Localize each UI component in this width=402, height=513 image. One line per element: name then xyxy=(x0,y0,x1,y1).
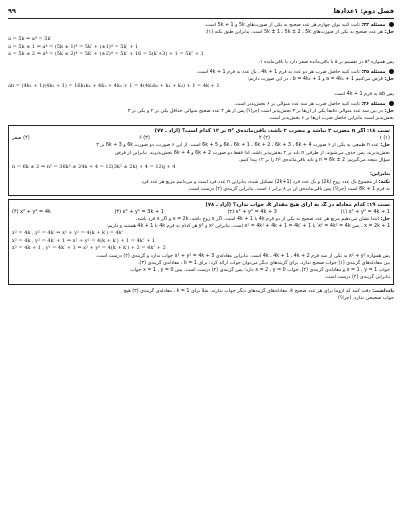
note-text: از مجموع یک عدد زوج (2k) و یک عدد فرد (2k+1) تشکیل شده، بنابراین n عدد فرد است و می‌دانیم مربع هر عدد فرد xyxy=(141,179,378,185)
test-18-question xyxy=(12,128,390,135)
solution-label: حل: xyxy=(384,109,394,115)
footer-note-label: یادداشت: xyxy=(372,288,394,294)
footer-note xyxy=(8,288,394,295)
conclusion-line: پس همواره x² + y² به یکی از سه فرم 4k ، 4k + 1 ، 4k + 2 است. بنابراین معادله‌ی x² + y² = 4k + 3 جواب ندارد و گزینه‌ی (۲) درست است. xyxy=(95,253,390,259)
conclusion-line: جواب x = 1 , y = 1 و معادله‌ی گزینه‌ی (۴)، جواب x = 2 , y = 0 دارد؛ پس گزینه‌ی (۲) درست است. پس x = 1 , y = 0 جواب xyxy=(130,268,390,274)
solution-text: هر عدد صحیح به یکی از صورت‌های 5k ± 1 ، 5k ± 2 ، 5k است. بنابراین طبق نکته (۱): xyxy=(205,30,383,36)
solution-line: ابتدا نشان می‌دهیم مربع هر عدد صحیح به یکی از دو فرم 4k یا 4k + 1 است. اگر x زوج باشد، x = 2k و اگر x فرد باشد، xyxy=(135,217,379,223)
choice-2: (۲) x² + y² = 4k + 3 xyxy=(227,209,277,216)
test-18-solution xyxy=(12,142,390,149)
header-rule xyxy=(8,18,394,19)
page-number: ۹۹ xyxy=(8,7,16,15)
bullet-icon xyxy=(389,22,394,27)
test-18-box xyxy=(8,125,394,196)
solution-label: حل: xyxy=(380,143,390,149)
test-19-question xyxy=(12,202,390,209)
bullet-icon xyxy=(389,69,394,74)
math-line: a = 5k ⇒ a⁴ = 5k′ xyxy=(8,36,52,43)
test-18-answer: بنابراین: xyxy=(369,172,390,178)
problem-34-text: ثابت کنید توان چهارم هر عدد صحیح به یکی از صورت‌های 5k و 5k + 1 است. xyxy=(204,23,360,28)
problem-36-title: مسئله ۳۶: xyxy=(361,101,386,107)
problem-34-conclusion: پس همواره a⁴ در تقسیم بر ۵ یا باقی‌مانده صفر دارد یا باقی‌مانده ۱. xyxy=(258,59,394,65)
test-19-title: تست ۱۹: xyxy=(367,202,390,209)
solution-line: x = 2k + 1 ، پس x² = 4k² = 4k′ یا x² = 4k² + 4k + 1 = 4k′ + 1 است. بنابراین x² و y² هر کدام به فرم 4k یا 4k + 1 هستند و داریم: xyxy=(106,224,390,230)
test-19-box xyxy=(8,199,394,284)
problem-35-conclusion: پس ab به فرم 4k + 1 است. xyxy=(333,91,394,97)
solution-line: بخش‌پذیرند، پس حذف می‌شوند. از طرفی n باید بر ۲ بخش‌پذیر باشد، لذا فقط دو صورت 6k + 2 و 6k + 4 بخش‌پذیرند. بنابراین از فرض xyxy=(115,150,390,156)
solution-label: حل: xyxy=(384,77,394,83)
math-line: n = 6k ± 2 ⇒ n² = 36k² ± 24k + 4 = 12(3k² ± 2k) + 4 = 12q + 4 xyxy=(12,164,176,171)
solution-line: سؤال نتیجه می‌گیریم: n = 6k ± 2 و باید باقی‌مانده‌ی n² را بر ۱۲ پیدا کنیم. xyxy=(238,157,390,163)
note-label: نکته: xyxy=(378,179,390,185)
problem-35-text: ثابت کنید حاصل ضرب هر دو عدد به فرم 4k + 1 ، یک عدد به فرم 4k + 1 است. xyxy=(196,69,360,75)
math-line: a = 5k ± 1 ⇒ a⁴ = (5k ± 1)⁴ = 5k′ + (±1)⁴ = 5k′ + 1 xyxy=(8,43,139,50)
choice-1: (۱) x² + y² = 4k + 1 xyxy=(340,209,390,216)
choice-3: (۳) ۶ xyxy=(138,135,150,142)
conclusion-line: بنابراین گزینه‌ی (۲) درست است. xyxy=(324,275,390,281)
choice-4: (۴) x² + y² = 4k xyxy=(12,209,51,216)
bullet-icon xyxy=(389,101,394,106)
math-line: ab = (4k₁ + 1)(4k₂ + 1) = 16k₁k₂ + 4k₁ + 4k₂ + 1 = 4(4k₁k₂ + k₁ + k₂) + 1 = 4k + 1 xyxy=(8,83,220,90)
choice-2: (۲) ۴ xyxy=(259,135,270,142)
test-18-title: تست ۱۸: xyxy=(367,128,390,135)
solution-line: عدد n طبیعی به یکی از ۶ صورت 6k ، 6k + 1 ، 6k + 2 ، 6k + 3 ، 6k + 4 و 6k + 5 است. از این ۶ صورت، دو صورت 6k و 6k + 3 بر ۳ xyxy=(96,143,379,149)
math-line: x² = 4k + 1 , y² = 4k′ + 1 ⇒ x² + y² = 4(k + k′) + 2 = 4k″ + 2 xyxy=(12,245,166,252)
problem-35 xyxy=(8,69,394,76)
note-text-2: به فرم 8k + 1 است (چرا؟) پس باقی‌مانده‌ی آن بر ۸ برابر ۱ است. بنابراین گزینه‌ی (۲) درست است. xyxy=(187,186,390,192)
problem-36-text: ثابت کنید حاصل ضرب هر سه عدد متوالی بر ۶ بخش‌پذیر است. xyxy=(234,101,360,107)
problem-36-solution xyxy=(8,108,394,115)
test-19-choices xyxy=(12,209,390,216)
problem-34-title: مسئله ۳۴: xyxy=(361,23,386,28)
math-line: a = 5k ± 2 ⇒ a⁴ = (5k ± 2)⁴ = 5k′ + (±2)⁴ = 5k′ + 16 = 5(k′+3) + 1 = 5k″ + 1 xyxy=(8,51,204,58)
test-19-solution xyxy=(12,216,390,223)
problem-34 xyxy=(8,22,394,29)
math-line: x² = 4k , y² = 4k′ + 1 ⇒ x² + y² = 4(k + k′) + 1 = 4k″ + 1 xyxy=(12,237,156,244)
math-line: x² = 4k , y² = 4k′ ⇒ x² + y² = 4(k + k′) = 4k″ xyxy=(12,230,124,237)
problem-35-title: مسئله ۳۵: xyxy=(361,69,386,75)
conclusion-line: بین معادله‌های گزینه‌ی (۱) جواب صحیح ندارد. برای گزینه‌های دیگر می‌توان جواب ارائه کرد: برای k = 1 ، معادله‌ی گزینه‌ی (۳)، xyxy=(138,260,390,266)
problem-36-solution-2: بخش‌پذیر است بنابراین حاصل ضرب آن‌ها بر ۶ بخش‌پذیر است. xyxy=(268,116,394,122)
page-header xyxy=(8,6,394,16)
test-18-note xyxy=(12,179,390,186)
solution-text: در بین سه عدد متوالی دقیقاً یکی از آن‌ها بر ۳ بخش‌پذیر است (چرا؟) پس از هر ۳ عدد صحیح متوالی حداقل یکی بر ۲ و یکی بر ۳ xyxy=(127,109,383,115)
chapter-title: فصل دوم: ۱عدادها xyxy=(333,7,394,15)
test-18-text: اگر n مضرب ۳ نباشد و مضرب ۲ باشد، باقی‌مانده‌ی n² بر ۱۲ کدام است؟ (آزاد ـ ۷۷) xyxy=(154,128,366,135)
solution-label: حل: xyxy=(380,217,390,223)
test-19-text: کدام معادله در Z، به ازای هیچ مقدار k، جواب ندارد؟ (آزاد ـ ۷۸) xyxy=(205,202,366,209)
test-18-choices xyxy=(12,135,390,142)
footer-note-text-2: جواب صحیحی ندارد. (چرا؟) xyxy=(338,295,394,301)
problem-35-solution xyxy=(8,76,394,83)
solution-label: حل: xyxy=(384,30,394,36)
problem-34-solution xyxy=(8,29,394,36)
problem-36 xyxy=(8,101,394,108)
solution-text: فرض می‌کنیم a = 4k₁ + 1 و b = 4k₂ + 1 ، در این صورت داریم: xyxy=(247,77,383,83)
footer-note-text: دقت کنید که ازوماً برای هر عدد صحیح k، معادله‌های گزینه‌های دیگر جواب ندارند. مثلاً برای k = 1 ، معادله‌ی گزینه‌ی (۳) هیچ xyxy=(123,288,371,294)
choice-4: (۴) صفر xyxy=(12,135,30,142)
choice-3: (۳) x² + y² = 3k + 1 xyxy=(114,209,164,216)
choice-1: (۱) ۱ xyxy=(379,135,390,142)
